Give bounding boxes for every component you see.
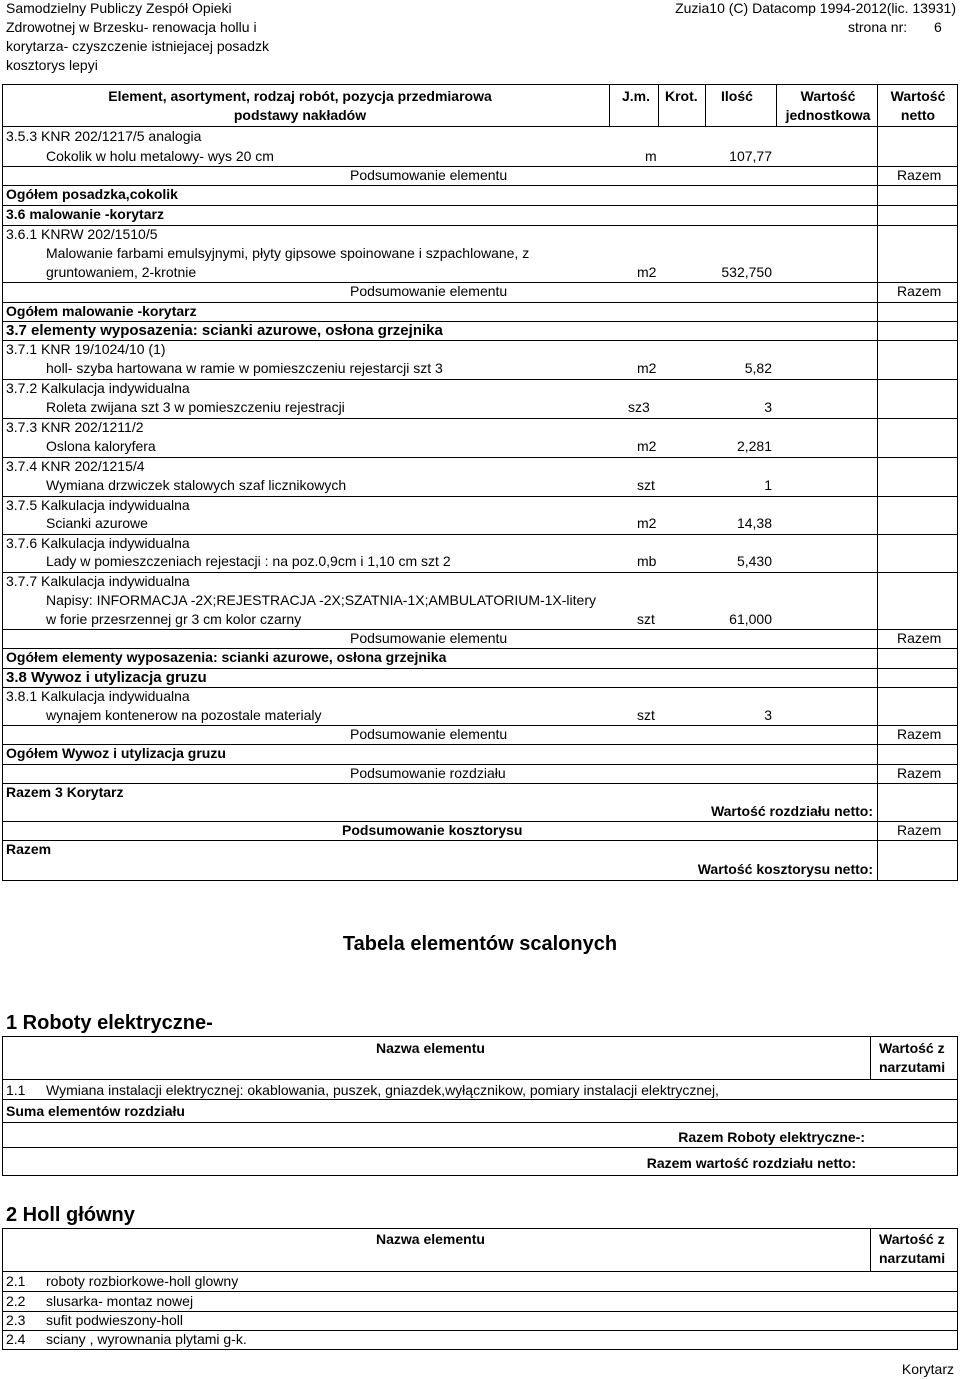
scalone-item-name: roboty rozbiorkowe-holl glowny bbox=[46, 1273, 239, 1289]
position-desc: Napisy: INFORMACJA -2X;REJESTRACJA -2X;SZATNIA-1X;AMBULATORIUM-1X-litery bbox=[46, 592, 596, 608]
scalone-razem-wartosc-label: Razem wartość rozdziału netto: bbox=[646, 1155, 856, 1171]
scalone-item-name: sciany , wyrownania plytami g-k. bbox=[46, 1331, 247, 1347]
col-wartosc-netto-header-2: netto bbox=[900, 107, 936, 123]
razem-label: Razem bbox=[897, 726, 942, 742]
scalone-item-num: 2.2 bbox=[6, 1293, 26, 1309]
col-jm-header: J.m. bbox=[622, 88, 651, 104]
position-code: 3.8.1 Kalkulacja indywidualna bbox=[6, 688, 190, 704]
position-desc-2: gruntowaniem, 2-krotnie bbox=[46, 264, 197, 280]
header-line-3: korytarza- czyszczenie istniejacej posadzk bbox=[6, 38, 269, 54]
position-code: 3.5.3 KNR 202/1217/5 analogia bbox=[6, 128, 202, 144]
razem-label: Razem bbox=[897, 822, 942, 838]
position-code: 3.7.5 Kalkulacja indywidualna bbox=[6, 497, 190, 513]
col-wartosc-jedn-header-2: jednostkowa bbox=[785, 107, 871, 123]
position-code: 3.7.7 Kalkulacja indywidualna bbox=[6, 573, 190, 589]
section-heading: 3.6 malowanie -korytarz bbox=[6, 206, 164, 222]
chapter-value-label: Wartość rozdziału netto: bbox=[710, 803, 873, 819]
col-nazwa-header: Nazwa elementu bbox=[376, 1231, 485, 1247]
razem-label: Razem bbox=[897, 630, 942, 646]
position-code: 3.6.1 KNRW 202/1510/5 bbox=[6, 226, 158, 242]
estimate-value-label: Wartość kosztorysu netto: bbox=[697, 861, 873, 877]
scalone-title: Tabela elementów scalonych bbox=[342, 933, 618, 955]
position-unit: mb bbox=[637, 553, 657, 569]
position-desc: Wymiana drzwiczek stalowych szaf licznikowych bbox=[46, 477, 347, 493]
scalone-section-title: 1 Roboty elektryczne- bbox=[6, 1012, 213, 1034]
position-code: 3.7.1 KNR 19/1024/10 (1) bbox=[6, 341, 166, 357]
chapter-total: Razem 3 Korytarz bbox=[6, 784, 124, 800]
col-nazwa-header: Nazwa elementu bbox=[376, 1040, 485, 1056]
position-unit: m2 bbox=[637, 515, 657, 531]
position-unit: szt bbox=[637, 707, 655, 723]
element-summary-label: Podsumowanie elementu bbox=[350, 726, 508, 742]
position-qty: 3 bbox=[764, 399, 772, 415]
col-wartosc-z-header-2: narzutami bbox=[879, 1250, 946, 1266]
position-desc: Roleta zwijana szt 3 w pomieszczeniu rejestracji bbox=[46, 399, 345, 415]
scalone-item-name: sufit podwieszony-holl bbox=[46, 1312, 183, 1328]
scalone-item-num: 2.3 bbox=[6, 1312, 26, 1328]
col-wartosc-z-header: Wartość z bbox=[879, 1231, 945, 1247]
position-unit: szt bbox=[637, 477, 655, 493]
position-code: 3.7.3 KNR 202/1211/2 bbox=[6, 419, 144, 435]
position-qty: 14,38 bbox=[736, 515, 772, 531]
position-qty: 532,750 bbox=[721, 264, 772, 280]
element-total: Ogółem elementy wyposazenia: scianki azurowe, osłona grzejnika bbox=[6, 649, 447, 665]
position-desc: Malowanie farbami emulsyjnymi, płyty gipsowe spoinowane i szpachlowane, z bbox=[46, 245, 530, 261]
scalone-razem-label: Razem Roboty elektryczne-: bbox=[678, 1129, 865, 1145]
position-code: 3.7.6 Kalkulacja indywidualna bbox=[6, 535, 190, 551]
element-summary-label: Podsumowanie elementu bbox=[350, 630, 508, 646]
razem-label: Razem bbox=[897, 765, 942, 781]
chapter-summary-label: Podsumowanie rozdziału bbox=[350, 765, 506, 781]
col-krot-header: Krot. bbox=[665, 88, 698, 104]
section-heading: 3.8 Wywoz i utylizacja gruzu bbox=[6, 669, 207, 686]
col-ilosc-header: Ilość bbox=[721, 88, 753, 104]
element-summary-label: Podsumowanie elementu bbox=[350, 167, 508, 183]
scalone-item-name: Wymiana instalacji elektrycznej: okablowania, puszek, gniazdek,wyłącznikow, pomiary instalacji elektrycznej, bbox=[46, 1082, 719, 1098]
col-wartosc-z-header: Wartość z bbox=[879, 1040, 945, 1056]
estimate-total: Razem bbox=[6, 841, 52, 857]
razem-label: Razem bbox=[897, 283, 942, 299]
app-credit: Zuzia10 (C) Datacomp 1994-2012(lic. 13931) bbox=[675, 0, 956, 16]
col-wartosc-jedn-header: Wartość bbox=[800, 88, 856, 104]
header-line-2: Zdrowotnej w Brzesku- renowacja hollu i bbox=[6, 19, 257, 35]
position-unit: sz3 bbox=[628, 399, 650, 415]
position-unit: m2 bbox=[637, 264, 657, 280]
position-qty: 2,281 bbox=[736, 438, 772, 454]
position-qty: 1 bbox=[764, 477, 772, 493]
position-desc: Scianki azurowe bbox=[46, 515, 148, 531]
position-qty: 5,430 bbox=[736, 553, 772, 569]
position-desc: wynajem kontenerow na pozostale materialy bbox=[46, 707, 322, 723]
position-unit: m2 bbox=[637, 360, 657, 376]
position-code: 3.7.2 Kalkulacja indywidualna bbox=[6, 380, 190, 396]
estimate-summary-label: Podsumowanie kosztorysu bbox=[342, 822, 523, 838]
page-footer: Korytarz bbox=[901, 1361, 954, 1377]
page-label: strona nr: bbox=[848, 19, 908, 35]
col-wartosc-netto-header: Wartość bbox=[890, 88, 946, 104]
position-desc: Lady w pomieszczeniach rejestacji : na poz.0,9cm i 1,10 cm szt 2 bbox=[46, 553, 451, 569]
element-total: Ogółem posadzka,cokolik bbox=[6, 186, 178, 202]
position-unit: m2 bbox=[637, 438, 657, 454]
razem-label: Razem bbox=[897, 167, 942, 183]
position-qty: 5,82 bbox=[744, 360, 772, 376]
page-number: 6 bbox=[934, 19, 942, 35]
scalone-section-title: 2 Holl główny bbox=[6, 1204, 135, 1226]
header-line-1: Samodzielny Publiczy Zespół Opieki bbox=[6, 0, 232, 16]
position-desc: Cokolik w holu metalowy- wys 20 cm bbox=[46, 148, 274, 164]
position-qty: 107,77 bbox=[729, 148, 772, 164]
position-desc: Oslona kaloryfera bbox=[46, 438, 156, 454]
scalone-item-num: 1.1 bbox=[6, 1082, 26, 1098]
col-element-header-2: podstawy nakładów bbox=[233, 107, 367, 123]
position-qty: 61,000 bbox=[729, 611, 772, 627]
col-element-header: Element, asortyment, rodzaj robót, pozycja przedmiarowa bbox=[108, 88, 492, 104]
scalone-item-num: 2.1 bbox=[6, 1273, 26, 1289]
position-desc: holl- szyba hartowana w ramie w pomieszczeniu rejestarcji szt 3 bbox=[46, 360, 443, 376]
scalone-item-num: 2.4 bbox=[6, 1331, 26, 1347]
element-total: Ogółem malowanie -korytarz bbox=[6, 303, 197, 319]
position-unit: m bbox=[645, 148, 657, 164]
position-desc-2: w forie przesrzennej gr 3 cm kolor czarny bbox=[46, 611, 302, 627]
header-line-4: kosztorys lepyi bbox=[6, 57, 98, 73]
col-wartosc-z-header-2: narzutami bbox=[879, 1059, 946, 1075]
position-code: 3.7.4 KNR 202/1215/4 bbox=[6, 458, 145, 474]
scalone-item-name: slusarka- montaz nowej bbox=[46, 1293, 194, 1309]
position-unit: szt bbox=[637, 611, 655, 627]
scalone-sum-label: Suma elementów rozdziału bbox=[6, 1103, 185, 1119]
position-qty: 3 bbox=[764, 707, 772, 723]
element-summary-label: Podsumowanie elementu bbox=[350, 283, 508, 299]
element-total: Ogółem Wywoz i utylizacja gruzu bbox=[6, 745, 226, 761]
section-heading: 3.7 elementy wyposazenia: scianki azurowe, osłona grzejnika bbox=[6, 322, 443, 339]
